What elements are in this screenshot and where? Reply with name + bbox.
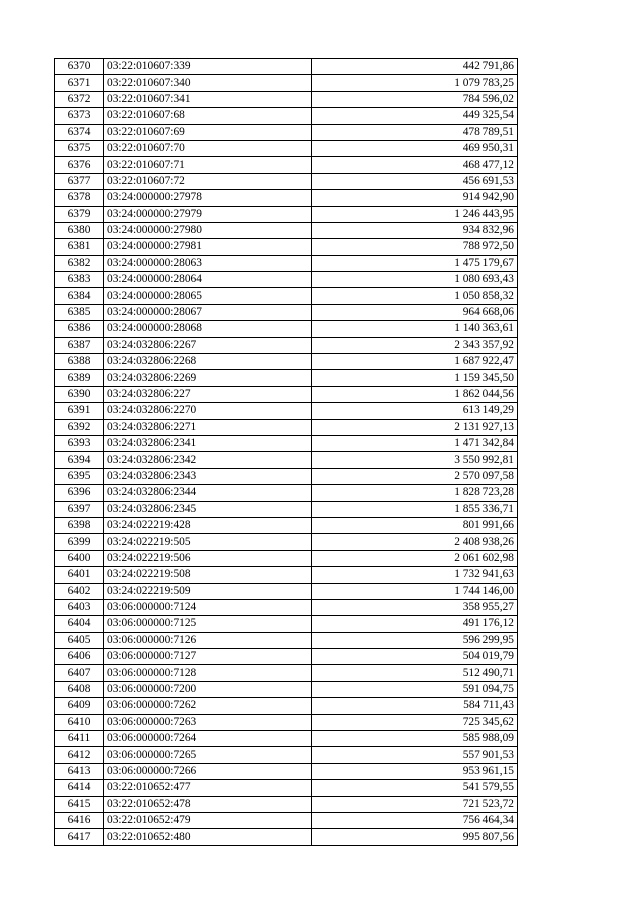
table-row	[55, 239, 518, 255]
value-cell: 2 343 357,92	[312, 337, 518, 353]
cadastral-number-cell: 03:22:010607:69	[104, 124, 312, 140]
table-row	[55, 419, 518, 435]
cadastral-number-cell: 03:24:022219:509	[104, 583, 312, 599]
table-row	[55, 304, 518, 320]
cadastral-number-cell: 03:22:010652:477	[104, 780, 312, 796]
table-row	[55, 173, 518, 189]
value-cell: 1 475 179,67	[312, 255, 518, 271]
cadastral-number-cell: 03:24:032806:227	[104, 386, 312, 402]
row-number-cell: 6414	[55, 780, 104, 796]
row-number-cell: 6394	[55, 452, 104, 468]
cadastral-number-cell: 03:06:000000:7126	[104, 632, 312, 648]
table-row	[55, 321, 518, 337]
value-cell: 721 523,72	[312, 796, 518, 812]
cadastral-number-cell: 03:24:000000:27979	[104, 206, 312, 222]
value-cell: 934 832,96	[312, 222, 518, 238]
cadastral-number-cell: 03:24:032806:2342	[104, 452, 312, 468]
cadastral-number-cell: 03:06:000000:7124	[104, 599, 312, 615]
value-cell: 1 140 363,61	[312, 321, 518, 337]
row-number-cell: 6386	[55, 321, 104, 337]
table-row	[55, 124, 518, 140]
value-cell: 914 942,90	[312, 190, 518, 206]
value-cell: 1 687 922,47	[312, 354, 518, 370]
row-number-cell: 6372	[55, 91, 104, 107]
value-cell: 953 961,15	[312, 763, 518, 779]
row-number-cell: 6391	[55, 403, 104, 419]
row-number-cell: 6411	[55, 731, 104, 747]
row-number-cell: 6376	[55, 157, 104, 173]
cadastral-number-cell: 03:22:010607:340	[104, 75, 312, 91]
value-cell: 725 345,62	[312, 714, 518, 730]
row-number-cell: 6387	[55, 337, 104, 353]
row-number-cell: 6381	[55, 239, 104, 255]
value-cell: 478 789,51	[312, 124, 518, 140]
row-number-cell: 6403	[55, 599, 104, 615]
table-row	[55, 452, 518, 468]
value-cell: 995 807,56	[312, 829, 518, 845]
table-row	[55, 337, 518, 353]
row-number-cell: 6396	[55, 485, 104, 501]
value-cell: 3 550 992,81	[312, 452, 518, 468]
value-cell: 449 325,54	[312, 108, 518, 124]
row-number-cell: 6399	[55, 534, 104, 550]
table-row	[55, 370, 518, 386]
cadastral-number-cell: 03:24:032806:2269	[104, 370, 312, 386]
cadastral-number-cell: 03:24:032806:2341	[104, 435, 312, 451]
row-number-cell: 6392	[55, 419, 104, 435]
table-row	[55, 206, 518, 222]
row-number-cell: 6413	[55, 763, 104, 779]
value-cell: 504 019,79	[312, 649, 518, 665]
table-row	[55, 59, 518, 75]
table-row	[55, 567, 518, 583]
cadastral-number-cell: 03:24:022219:505	[104, 534, 312, 550]
table-row	[55, 272, 518, 288]
cadastral-number-cell: 03:24:022219:428	[104, 517, 312, 533]
table-row	[55, 583, 518, 599]
value-cell: 1 471 342,84	[312, 435, 518, 451]
cadastral-number-cell: 03:24:000000:27980	[104, 222, 312, 238]
table-row	[55, 91, 518, 107]
table-row	[55, 75, 518, 91]
cadastral-number-cell: 03:24:000000:28065	[104, 288, 312, 304]
row-number-cell: 6417	[55, 829, 104, 845]
cadastral-number-cell: 03:24:000000:28068	[104, 321, 312, 337]
row-number-cell: 6405	[55, 632, 104, 648]
value-cell: 541 579,55	[312, 780, 518, 796]
cadastral-number-cell: 03:22:010607:339	[104, 59, 312, 75]
cadastral-number-cell: 03:24:032806:2343	[104, 468, 312, 484]
cadastral-number-cell: 03:24:032806:2267	[104, 337, 312, 353]
row-number-cell: 6404	[55, 616, 104, 632]
row-number-cell: 6384	[55, 288, 104, 304]
table-row	[55, 534, 518, 550]
value-cell: 2 408 938,26	[312, 534, 518, 550]
cadastral-number-cell: 03:24:022219:506	[104, 550, 312, 566]
table-row	[55, 599, 518, 615]
row-number-cell: 6409	[55, 698, 104, 714]
row-number-cell: 6416	[55, 812, 104, 828]
cadastral-number-cell: 03:24:000000:27978	[104, 190, 312, 206]
cadastral-number-cell: 03:06:000000:7262	[104, 698, 312, 714]
data-table	[54, 58, 518, 846]
row-number-cell: 6398	[55, 517, 104, 533]
cadastral-number-cell: 03:22:010652:480	[104, 829, 312, 845]
value-cell: 1 732 941,63	[312, 567, 518, 583]
value-cell: 469 950,31	[312, 140, 518, 156]
table-row	[55, 714, 518, 730]
value-cell: 442 791,86	[312, 59, 518, 75]
cadastral-number-cell: 03:24:000000:28064	[104, 272, 312, 288]
row-number-cell: 6379	[55, 206, 104, 222]
cadastral-number-cell: 03:06:000000:7128	[104, 665, 312, 681]
value-cell: 1 050 858,32	[312, 288, 518, 304]
cadastral-number-cell: 03:22:010607:70	[104, 140, 312, 156]
cadastral-number-cell: 03:22:010607:72	[104, 173, 312, 189]
cadastral-number-cell: 03:06:000000:7200	[104, 681, 312, 697]
row-number-cell: 6389	[55, 370, 104, 386]
value-cell: 491 176,12	[312, 616, 518, 632]
row-number-cell: 6408	[55, 681, 104, 697]
row-number-cell: 6406	[55, 649, 104, 665]
cadastral-number-cell: 03:06:000000:7127	[104, 649, 312, 665]
value-cell: 591 094,75	[312, 681, 518, 697]
cadastral-number-cell: 03:22:010652:478	[104, 796, 312, 812]
table-row	[55, 157, 518, 173]
value-cell: 1 744 146,00	[312, 583, 518, 599]
cadastral-number-cell: 03:22:010607:71	[104, 157, 312, 173]
table-row	[55, 485, 518, 501]
row-number-cell: 6393	[55, 435, 104, 451]
row-number-cell: 6385	[55, 304, 104, 320]
table-row	[55, 550, 518, 566]
value-cell: 585 988,09	[312, 731, 518, 747]
value-cell: 584 711,43	[312, 698, 518, 714]
table-row	[55, 403, 518, 419]
row-number-cell: 6415	[55, 796, 104, 812]
table-row	[55, 140, 518, 156]
value-cell: 456 691,53	[312, 173, 518, 189]
value-cell: 596 299,95	[312, 632, 518, 648]
table-row	[55, 435, 518, 451]
value-cell: 468 477,12	[312, 157, 518, 173]
row-number-cell: 6397	[55, 501, 104, 517]
cadastral-number-cell: 03:24:032806:2345	[104, 501, 312, 517]
table-row	[55, 632, 518, 648]
table-row	[55, 812, 518, 828]
row-number-cell: 6412	[55, 747, 104, 763]
cadastral-number-cell: 03:24:032806:2270	[104, 403, 312, 419]
value-cell: 2 061 602,98	[312, 550, 518, 566]
cadastral-number-cell: 03:24:000000:28067	[104, 304, 312, 320]
table-row	[55, 190, 518, 206]
table-row	[55, 649, 518, 665]
table-row	[55, 763, 518, 779]
cadastral-number-cell: 03:06:000000:7125	[104, 616, 312, 632]
row-number-cell: 6395	[55, 468, 104, 484]
value-cell: 788 972,50	[312, 239, 518, 255]
table-row	[55, 288, 518, 304]
value-cell: 1 828 723,28	[312, 485, 518, 501]
cadastral-number-cell: 03:24:000000:27981	[104, 239, 312, 255]
row-number-cell: 6378	[55, 190, 104, 206]
row-number-cell: 6400	[55, 550, 104, 566]
table-row	[55, 731, 518, 747]
table-row	[55, 501, 518, 517]
table-row	[55, 681, 518, 697]
table-row	[55, 255, 518, 271]
cadastral-number-cell: 03:22:010652:479	[104, 812, 312, 828]
table-body	[55, 59, 518, 846]
cadastral-number-cell: 03:24:032806:2271	[104, 419, 312, 435]
cadastral-number-cell: 03:22:010607:341	[104, 91, 312, 107]
cadastral-number-cell: 03:06:000000:7264	[104, 731, 312, 747]
value-cell: 2 570 097,58	[312, 468, 518, 484]
value-cell: 801 991,66	[312, 517, 518, 533]
table-row	[55, 517, 518, 533]
row-number-cell: 6375	[55, 140, 104, 156]
value-cell: 613 149,29	[312, 403, 518, 419]
row-number-cell: 6377	[55, 173, 104, 189]
row-number-cell: 6373	[55, 108, 104, 124]
table-row	[55, 468, 518, 484]
table-row	[55, 747, 518, 763]
row-number-cell: 6390	[55, 386, 104, 402]
cadastral-number-cell: 03:06:000000:7263	[104, 714, 312, 730]
cadastral-number-cell: 03:24:000000:28063	[104, 255, 312, 271]
value-cell: 358 955,27	[312, 599, 518, 615]
cadastral-number-cell: 03:22:010607:68	[104, 108, 312, 124]
row-number-cell: 6401	[55, 567, 104, 583]
table-row	[55, 108, 518, 124]
cadastral-number-cell: 03:24:022219:508	[104, 567, 312, 583]
value-cell: 1 079 783,25	[312, 75, 518, 91]
table-row	[55, 665, 518, 681]
row-number-cell: 6388	[55, 354, 104, 370]
table-row	[55, 222, 518, 238]
value-cell: 557 901,53	[312, 747, 518, 763]
value-cell: 964 668,06	[312, 304, 518, 320]
value-cell: 756 464,34	[312, 812, 518, 828]
row-number-cell: 6371	[55, 75, 104, 91]
cadastral-number-cell: 03:06:000000:7265	[104, 747, 312, 763]
cadastral-number-cell: 03:06:000000:7266	[104, 763, 312, 779]
table-row	[55, 354, 518, 370]
row-number-cell: 6382	[55, 255, 104, 271]
table-row	[55, 796, 518, 812]
value-cell: 784 596,02	[312, 91, 518, 107]
row-number-cell: 6374	[55, 124, 104, 140]
value-cell: 1 246 443,95	[312, 206, 518, 222]
value-cell: 1 862 044,56	[312, 386, 518, 402]
row-number-cell: 6410	[55, 714, 104, 730]
row-number-cell: 6402	[55, 583, 104, 599]
table-row	[55, 780, 518, 796]
value-cell: 512 490,71	[312, 665, 518, 681]
value-cell: 1 855 336,71	[312, 501, 518, 517]
row-number-cell: 6370	[55, 59, 104, 75]
value-cell: 1 159 345,50	[312, 370, 518, 386]
table-row	[55, 616, 518, 632]
cadastral-number-cell: 03:24:032806:2344	[104, 485, 312, 501]
value-cell: 2 131 927,13	[312, 419, 518, 435]
value-cell: 1 080 693,43	[312, 272, 518, 288]
table-row	[55, 829, 518, 845]
row-number-cell: 6407	[55, 665, 104, 681]
table-row	[55, 698, 518, 714]
row-number-cell: 6380	[55, 222, 104, 238]
table-row	[55, 386, 518, 402]
cadastral-number-cell: 03:24:032806:2268	[104, 354, 312, 370]
row-number-cell: 6383	[55, 272, 104, 288]
